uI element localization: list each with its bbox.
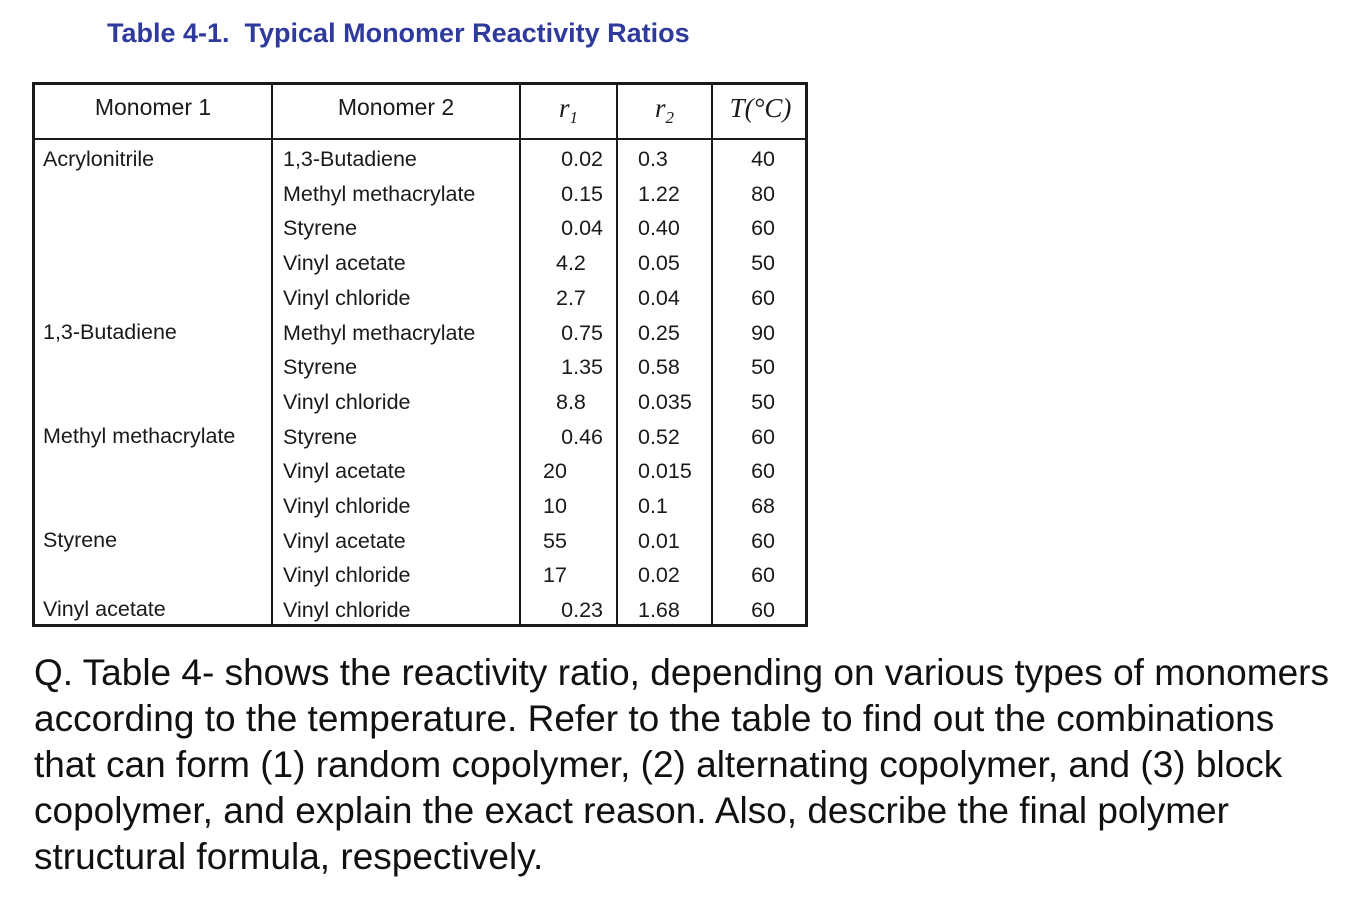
temperature-cell: 68 xyxy=(751,494,775,518)
temperature-cell: 60 xyxy=(751,598,775,622)
r1-cell: 4.2 xyxy=(556,251,586,275)
r1-cell: 10 xyxy=(543,494,567,518)
temperature-cell: 40 xyxy=(751,147,775,171)
r2-cell: 0.05 xyxy=(638,251,680,275)
temperature-cell: 60 xyxy=(751,216,775,240)
temperature-cell: 80 xyxy=(751,182,775,206)
monomer1-styrene: Styrene xyxy=(43,528,118,552)
monomer2-cell: Vinyl chloride xyxy=(283,563,411,587)
monomer1-methyl-methacrylate: Methyl methacrylate xyxy=(43,424,236,448)
r2-cell: 0.02 xyxy=(638,563,680,587)
monomer2-cell: Styrene xyxy=(283,425,358,449)
r2-cell: 0.01 xyxy=(638,529,680,553)
temperature-cell: 60 xyxy=(751,425,775,449)
monomer1-butadiene: 1,3-Butadiene xyxy=(43,320,177,344)
r1-cell: 55 xyxy=(543,529,567,553)
monomer2-cell: Vinyl chloride xyxy=(283,494,411,518)
monomer2-cell: Methyl methacrylate xyxy=(283,321,476,345)
temperature-cell: 60 xyxy=(751,286,775,310)
r2-cell: 0.3 xyxy=(638,147,668,171)
monomer2-cell: Methyl methacrylate xyxy=(283,182,476,206)
temperature-cell: 50 xyxy=(751,251,775,275)
header-divider xyxy=(35,138,805,140)
r2-cell: 0.04 xyxy=(638,286,680,310)
r1-cell: 2.7 xyxy=(556,286,586,310)
monomer1-acrylonitrile: Acrylonitrile xyxy=(43,147,155,171)
r1-cell: 1.35 xyxy=(561,355,603,379)
r1-cell: 0.04 xyxy=(561,216,603,240)
header-monomer2: Monomer 2 xyxy=(337,94,455,120)
monomer2-cell: Vinyl chloride xyxy=(283,286,411,310)
monomer2-cell: 1,3-Butadiene xyxy=(283,147,417,171)
r1-cell: 0.02 xyxy=(561,147,603,171)
r2-cell: 0.25 xyxy=(638,321,680,345)
r2-cell: 0.40 xyxy=(638,216,680,240)
monomer2-cell: Vinyl chloride xyxy=(283,598,411,622)
temperature-cell: 90 xyxy=(751,321,775,345)
temperature-cell: 60 xyxy=(751,563,775,587)
monomer1-vinyl-acetate: Vinyl acetate xyxy=(43,597,166,621)
r2-cell: 1.68 xyxy=(638,598,680,622)
monomer2-cell: Vinyl acetate xyxy=(283,459,406,483)
monomer2-cell: Vinyl acetate xyxy=(283,251,406,275)
r2-cell: 0.52 xyxy=(638,425,680,449)
header-temperature: T(°C) xyxy=(729,93,792,123)
monomer2-cell: Vinyl acetate xyxy=(283,529,406,553)
r1-cell: 17 xyxy=(543,563,567,587)
column-divider xyxy=(616,85,618,624)
temperature-cell: 50 xyxy=(751,390,775,414)
table-title: Table 4-1. Typical Monomer Reactivity Ratios xyxy=(107,18,690,48)
monomer2-cell: Styrene xyxy=(283,216,358,240)
header-monomer1: Monomer 1 xyxy=(94,94,212,120)
r2-cell: 0.015 xyxy=(638,459,692,483)
monomer2-cell: Vinyl chloride xyxy=(283,390,411,414)
question-text: Q. Table 4- shows the reactivity ratio, depending on various types of monomers according to the temperature. Refer to the table to find out the combinations that can form (1) random copolymer, (2) alternating copolymer, and (3) block copolymer, and explain the exact reason. Also, describe the final polymer structural formula, respectively. xyxy=(34,652,1329,877)
r1-cell: 0.46 xyxy=(561,425,603,449)
r2-cell: 0.1 xyxy=(638,494,668,518)
temperature-cell: 60 xyxy=(751,529,775,553)
r1-cell: 20 xyxy=(543,459,567,483)
r2-cell: 0.035 xyxy=(638,390,692,414)
temperature-cell: 60 xyxy=(751,459,775,483)
r1-cell: 0.23 xyxy=(561,598,603,622)
header-r2: $r_2$ xyxy=(654,93,674,127)
temperature-cell: 50 xyxy=(751,355,775,379)
r1-cell: 8.8 xyxy=(556,390,586,414)
r2-cell: 0.58 xyxy=(638,355,680,379)
reactivity-table xyxy=(32,82,808,627)
r1-cell: 0.15 xyxy=(561,182,603,206)
monomer2-cell: Styrene xyxy=(283,355,358,379)
r2-cell: 1.22 xyxy=(638,182,680,206)
r1-cell: 0.75 xyxy=(561,321,603,345)
header-r1: $r_1$ xyxy=(558,93,578,127)
column-divider xyxy=(271,85,273,624)
